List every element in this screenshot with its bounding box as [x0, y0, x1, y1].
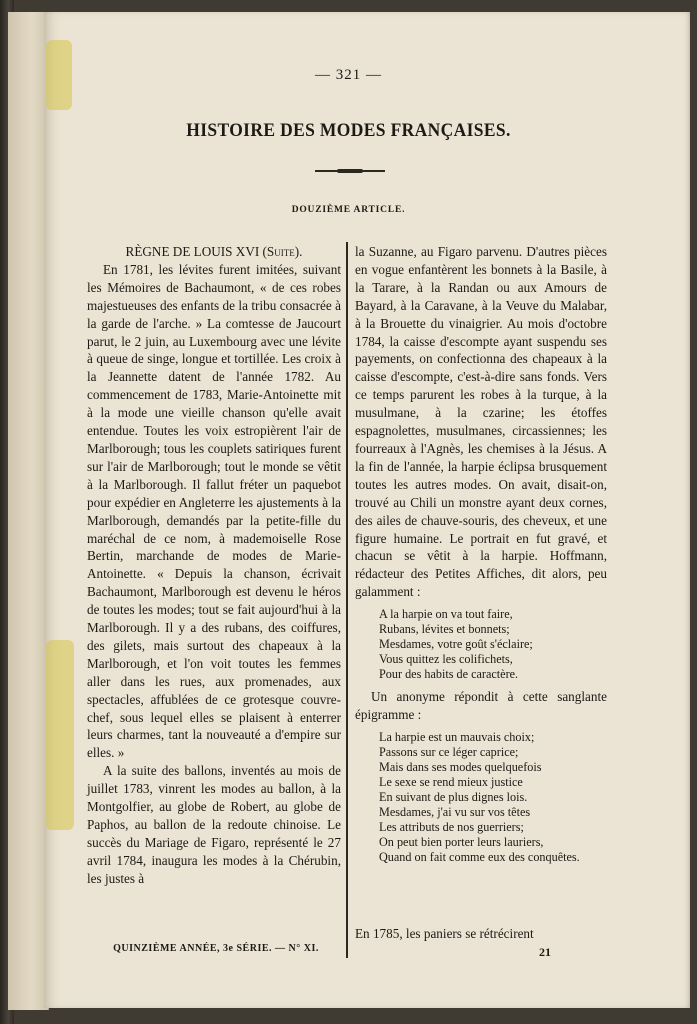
- paragraph: En 1781, les lévites furent imitées, suivant les Mémoires de Bachaumont, « de ces robes majestueuses des enfants de la tribu consacrée à la garde de l'arche. » La comtesse de Jaucourt parut, le 2 juin, au Luxembourg avec une lévite à queue de singe, longue et tortillée. Les croix à la Jeannette datent de l'année 1782. Au commencement de 1783, Marie-Antoinette mit à la mode une vieille chanson qu'elle avait entendue. Toutes les voix estropièrent l'air de Marlborough; tous les couplets satiriques furent sur l'air de Marlborough; tout le monde se vêtit à la Marlborough. Il fallut fréter un paquebot pour expédier en Angleterre les ajustements à la Marlborough, demandés par la petite-fille du maréchal de ce nom, à mademoiselle Rose Bertin, marchande de modes de Marie-Antoinette. « Depuis la chanson, écrivait Bachaumont, Marlborough est devenu le héros de toutes les modes; tout se fait aujourd'hui à la Marlborough. Il y a des rubans, des coiffures, des gilets, mais surtout des chapeaux à la Marlborough, et l'on voit toutes les femmes aller dans les rues, aux promenades, aux spectacles, affublées de ce grotesque couvre-chef, sous lequel elles se plaisent à enterrer leurs charmes, tant la nouveauté a d'empire sur elles. »: [87, 261, 341, 761]
- verse-line: La harpie est un mauvais choix;: [379, 729, 535, 744]
- verse-block: [379, 607, 607, 682]
- paragraph: la Suzanne, au Figaro parvenu. D'autres pièces en vogue enfantèrent les bonnets à la Basile, à la Tarare, à la Randan ou aux Amours de Bayard, à la Caravane, à la Veuve du Malabar, à la Brouette du vinaigrier. Au mois d'octobre 1784, la caisse d'escompte ayant suspendu ses payements, on confectionna des chapeaux à la caisse d'escompte, c'est-à-dire sans fonds. Vers ce temps parurent les robes à la turque, à la musulmane, à la czarine; les étoffes espagnolettes, musulmanes, circassiennes; les fourreaux à l'Agnès, les chemises à la Jésus. A la fin de l'année, la harpie éclipsa brusquement toutes les autres modes. On avait, disait-on, trouvé au Chili un monstre ayant deux cornes, des ailes de chauve-souris, des cheveux, et une figure humaine. Le portrait en fut gravé, et chacun se vêtit à la harpie. Hoffmann, rédacteur des Petites Affiches, dit alors, peu galamment :: [355, 244, 607, 600]
- title-ornament-rule: [315, 170, 385, 172]
- section-heading: RÈGNE DE LOUIS XVI (Suite).: [125, 244, 303, 259]
- verse-line: Quand on fait comme eux des conquêtes.: [379, 849, 580, 864]
- verse-line: Passons sur ce léger caprice;: [379, 744, 519, 759]
- facing-page-edge: [8, 12, 49, 1010]
- verse-line: Mesdames, j'ai vu sur vos têtes: [379, 804, 531, 819]
- verse-block: [379, 730, 607, 865]
- verse-line: A la harpie on va tout faire,: [379, 607, 513, 622]
- left-column: [87, 243, 341, 888]
- verse-line: Mesdames, votre goût s'éclaire;: [379, 637, 533, 652]
- article-subtitle: DOUZIÈME ARTICLE.: [291, 205, 406, 215]
- paper-stain: [46, 640, 74, 830]
- paragraph: A la suite des ballons, inventés au mois de juillet 1783, vinrent les modes au ballon, à la Montgolfier, au globe de Robert, au globe de Paphos, au ballon de la redoute chinoise. Le succès du Mariage de Figaro, représenté le 27 avril 1784, inaugura les modes à la Chérubin, les justes à: [87, 763, 341, 886]
- column-divider: [346, 242, 348, 958]
- verse-line: Mais dans ses modes quelquefois: [379, 759, 542, 774]
- verse-line: Rubans, lévites et bonnets;: [379, 622, 510, 637]
- paragraph: Un anonyme répondit à cette sanglante épigramme :: [355, 689, 607, 723]
- continued-line: En 1785, les paniers se rétrécirent: [355, 926, 534, 941]
- signature-number: 21: [539, 945, 551, 959]
- page-number: — 321 —: [315, 67, 382, 83]
- issue-footer: QUINZIÈME ANNÉE, 3e SÉRIE. — N° XI.: [113, 943, 319, 954]
- right-column: [355, 243, 607, 871]
- verse-line: Le sexe se rend mieux justice: [379, 774, 523, 789]
- verse-line: Vous quittez les colifichets,: [379, 652, 513, 667]
- verse-line: Les attributs de nos guerriers;: [379, 819, 524, 834]
- article-title: HISTOIRE DES MODES FRANÇAISES.: [186, 120, 511, 141]
- verse-line: En suivant de plus dignes lois.: [379, 789, 528, 804]
- verse-line: On peut bien porter leurs lauriers,: [379, 834, 544, 849]
- verse-line: Pour des habits de caractère.: [379, 667, 519, 682]
